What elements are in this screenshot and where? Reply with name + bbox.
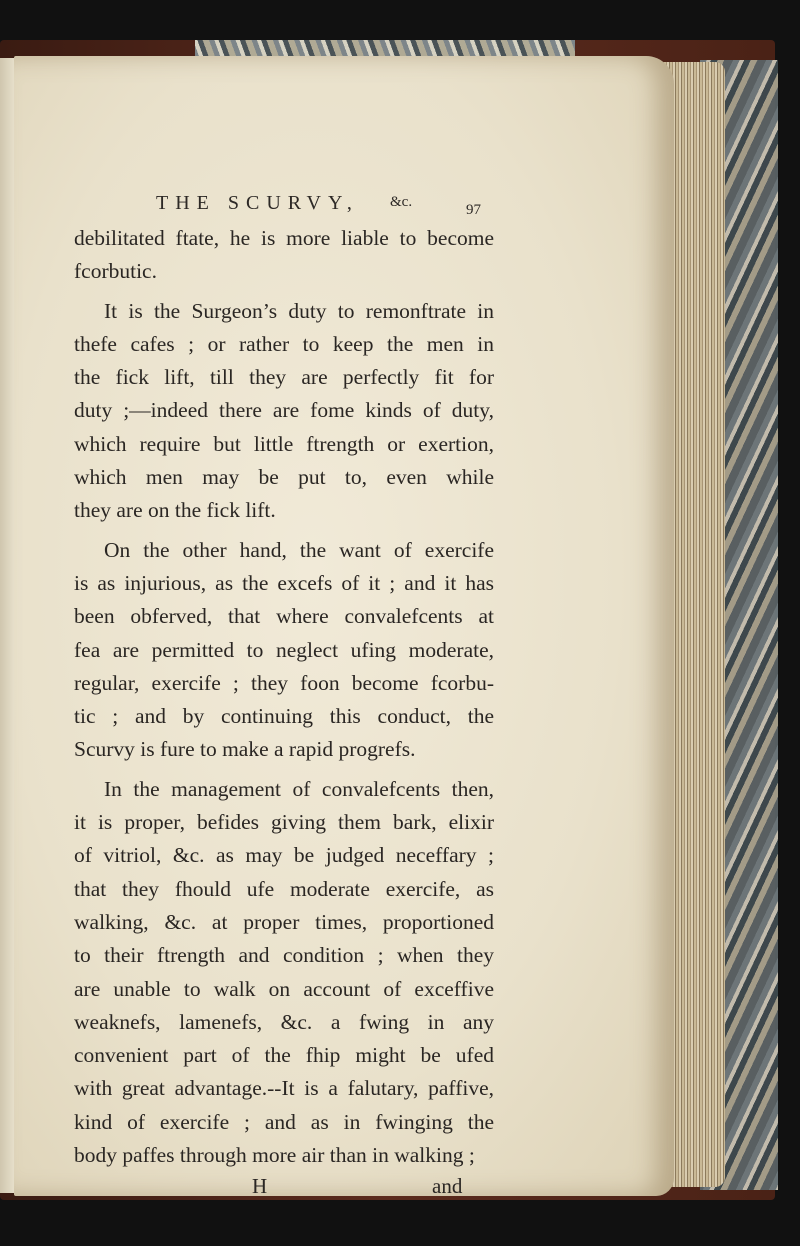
text-line: It is the Surgeon’s duty to remonftrate in	[104, 298, 494, 323]
paragraph	[74, 534, 494, 767]
text-line: duty ;—indeed there are fome kinds of duty,	[74, 398, 494, 423]
text-line: which men may be put to, even while	[74, 465, 494, 490]
paragraph	[74, 773, 494, 1173]
text-line: In the management of convalefcents then,	[104, 776, 494, 801]
text-line: walking, &c. at proper times, proportioned	[74, 909, 494, 934]
text-line: that they fhould ufe moderate exercife, as	[74, 876, 494, 901]
text-line: the fick lift, till they are perfectly fit for	[74, 365, 494, 390]
body-text	[74, 222, 494, 1172]
text-line: are unable to walk on account of exceffive	[74, 976, 494, 1001]
paragraph	[74, 295, 494, 528]
text-line: regular, exercife ; they foon become fcorbu-	[74, 670, 494, 695]
text-line: On the other hand, the want of exercife	[104, 537, 494, 562]
text-line: with great advantage.--It is a falutary, paffive,	[74, 1076, 494, 1101]
text-line: body paffes through more air than in walking ;	[74, 1143, 475, 1168]
text-line: convenient part of the fhip might be ufed	[74, 1043, 494, 1068]
text-line: Scurvy is fure to make a rapid progrefs.	[74, 737, 416, 762]
text-line: been obferved, that where convalefcents at	[74, 604, 494, 629]
running-head-etc: &c.	[390, 194, 413, 210]
catchword: and	[432, 1174, 463, 1199]
text-line: they are on the fick lift.	[74, 498, 276, 523]
page-footer	[74, 1172, 494, 1206]
text-line: which require but little ftrength or exertion,	[74, 431, 494, 456]
text-line: fea are permitted to neglect ufing moderate,	[74, 637, 494, 662]
text-line: weaknefs, lamenefs, &c. a fwing in any	[74, 1009, 494, 1034]
page-text	[74, 188, 494, 1206]
text-line: kind of exercife ; and as in fwinging the	[74, 1109, 494, 1134]
text-line: thefe cafes ; or rather to keep the men in	[74, 331, 494, 356]
text-line: debilitated ftate, he is more liable to become	[74, 226, 494, 250]
running-head	[74, 188, 494, 222]
text-line: of vitriol, &c. as may be judged neceffary ;	[74, 843, 494, 868]
text-line: tic ; and by continuing this conduct, the	[74, 704, 494, 729]
signature-mark: H	[252, 1174, 268, 1199]
text-line: it is proper, befides giving them bark, elixir	[74, 810, 494, 835]
text-line: to their ftrength and condition ; when they	[74, 943, 494, 968]
text-line: fcorbutic.	[74, 259, 157, 284]
paragraph	[74, 222, 494, 289]
page-number: 97	[466, 202, 481, 218]
running-head-title: THE SCURVY,	[156, 192, 359, 214]
previous-leaf-edge	[0, 58, 15, 1193]
text-line: is as injurious, as the excefs of it ; and it has	[74, 570, 494, 595]
